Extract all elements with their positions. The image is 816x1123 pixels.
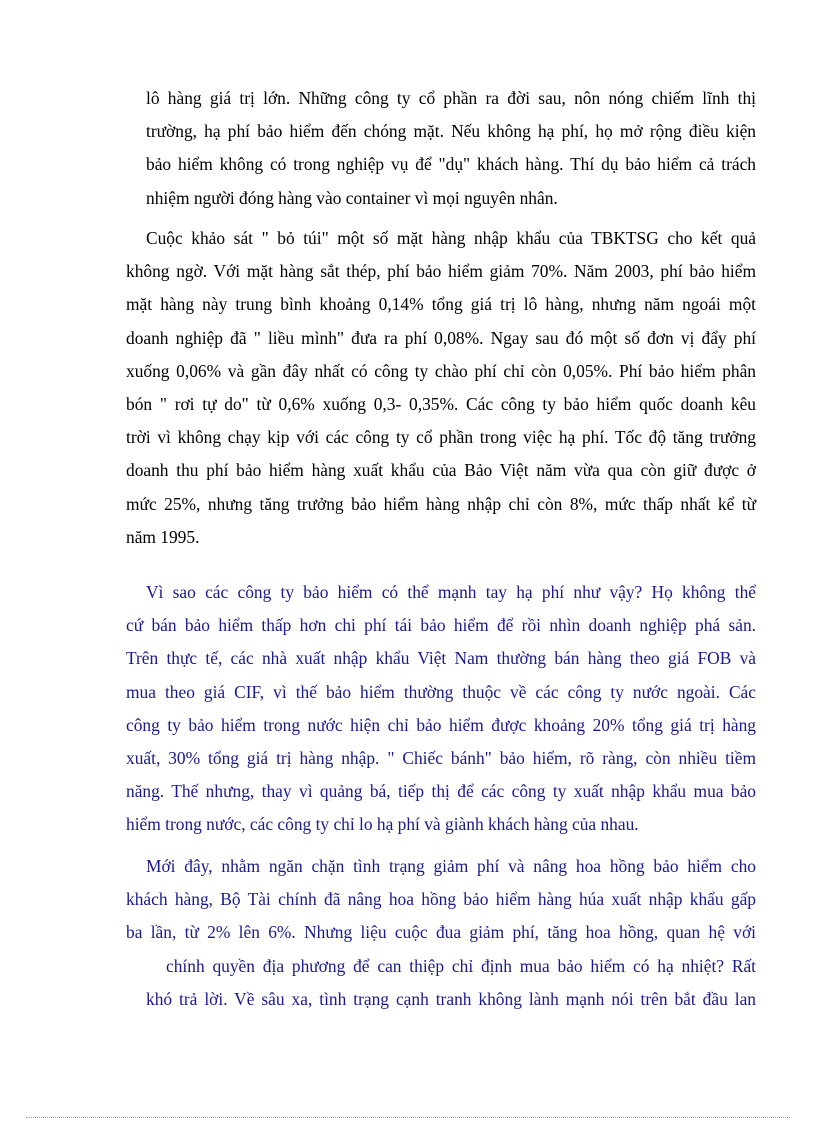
paragraph-line: hiểm trong nước, các công ty chỉ lo hạ phí và giành khách hàng của nhau. bbox=[126, 814, 639, 835]
paragraph-line: mặt hàng này trung bình khoảng 0,14% tổng giá trị lô hàng, nhưng năm ngoái một bbox=[126, 294, 756, 315]
paragraph-line: bón " rơi tự do" từ 0,6% xuống 0,3- 0,35%. Các công ty bảo hiểm quốc doanh kêu bbox=[126, 393, 756, 414]
paragraph-line: doanh thu phí bảo hiểm hàng xuất khẩu của Bảo Việt năm vừa qua còn giữ được ở bbox=[126, 460, 756, 481]
paragraph-line: Vì sao các công ty bảo hiểm có thể mạnh tay hạ phí như vậy? Họ không thể bbox=[146, 582, 756, 602]
paragraph-line: lô hàng giá trị lớn. Những công ty cổ phần ra đời sau, nôn nóng chiếm lĩnh thị bbox=[146, 88, 756, 108]
paragraph-line: Mới đây, nhằm ngăn chặn tình trạng giảm phí và nâng hoa hồng bảo hiểm cho bbox=[146, 856, 756, 876]
paragraph-line: ba lần, từ 2% lên 6%. Nhưng liệu cuộc đua giảm phí, tăng hoa hồng, quan hệ với bbox=[126, 922, 756, 943]
paragraph-line: công ty bảo hiểm trong nước hiện chỉ bảo hiểm được khoảng 20% tổng giá trị hàng bbox=[126, 714, 756, 735]
paragraph-line: Trên thực tế, các nhà xuất nhập khẩu Việt Nam thường bán hàng theo giá FOB và bbox=[126, 648, 756, 669]
paragraph-line: bảo hiểm không có trong nghiệp vụ để "dụ" khách hàng. Thí dụ bảo hiểm cả trách bbox=[146, 154, 756, 175]
paragraph-line: khó trả lời. Về sâu xa, tình trạng cạnh tranh không lành mạnh nói trên bắt đầu lan bbox=[146, 988, 756, 1009]
paragraph-line: xuống 0,06% và gần đây nhất có công ty chào phí chỉ còn 0,05%. Phí bảo hiểm phân bbox=[126, 360, 756, 381]
paragraph-line: nhiệm người đóng hàng vào container vì mọi nguyên nhân. bbox=[146, 187, 558, 208]
paragraph-line: trường, hạ phí bảo hiểm đến chóng mặt. Nếu không hạ phí, họ mở rộng điều kiện bbox=[146, 121, 756, 142]
paragraph-line: năng. Thế nhưng, thay vì quảng bá, tiếp thị để các công ty xuất nhập khẩu mua bảo bbox=[126, 781, 756, 802]
paragraph-line: doanh nghiệp đã " liều mình" đưa ra phí 0,08%. Ngay sau đó một số đơn vị đẩy phí bbox=[126, 327, 756, 348]
paragraph-1 bbox=[146, 82, 756, 215]
paragraph-line: cứ bán bảo hiểm thấp hơn chi phí tái bảo hiểm để rồi nhìn doanh nghiệp phá sản. bbox=[126, 615, 756, 636]
paragraph-line: Cuộc khảo sát " bỏ túi" một số mặt hàng nhập khẩu của TBKTSG cho kết quả bbox=[146, 228, 756, 248]
paragraph-line: không ngờ. Với mặt hàng sắt thép, phí bảo hiểm giảm 70%. Năm 2003, phí bảo hiểm bbox=[126, 261, 756, 282]
paragraph-3 bbox=[126, 576, 756, 842]
paragraph-line: chính quyền địa phương để can thiệp chỉ định mua bảo hiểm có hạ nhiệt? Rất bbox=[166, 955, 756, 976]
paragraph-line: khách hàng, Bộ Tài chính đã nâng hoa hồng bảo hiểm hàng húa xuất nhập khẩu gấp bbox=[126, 889, 756, 910]
paragraph-line: năm 1995. bbox=[126, 526, 200, 547]
footer-dotted-rule bbox=[26, 1117, 790, 1118]
paragraph-line: mua theo giá CIF, vì thế bảo hiểm thường thuộc về các công ty nước ngoài. Các bbox=[126, 681, 756, 702]
paragraph-line: mức 25%, nhưng tăng trưởng bảo hiểm hàng nhập chỉ còn 8%, mức thấp nhất kể từ bbox=[126, 493, 756, 514]
paragraph-line: xuất, 30% tổng giá trị hàng nhập. " Chiếc bánh" bảo hiểm, rõ ràng, còn nhiều tiềm bbox=[126, 747, 756, 768]
paragraph-2 bbox=[126, 222, 756, 554]
paragraph-line: trời vì không chạy kịp với các công ty cổ phần trong việc hạ phí. Tốc độ tăng trưởng bbox=[126, 427, 756, 448]
paragraph-4 bbox=[126, 850, 756, 1016]
